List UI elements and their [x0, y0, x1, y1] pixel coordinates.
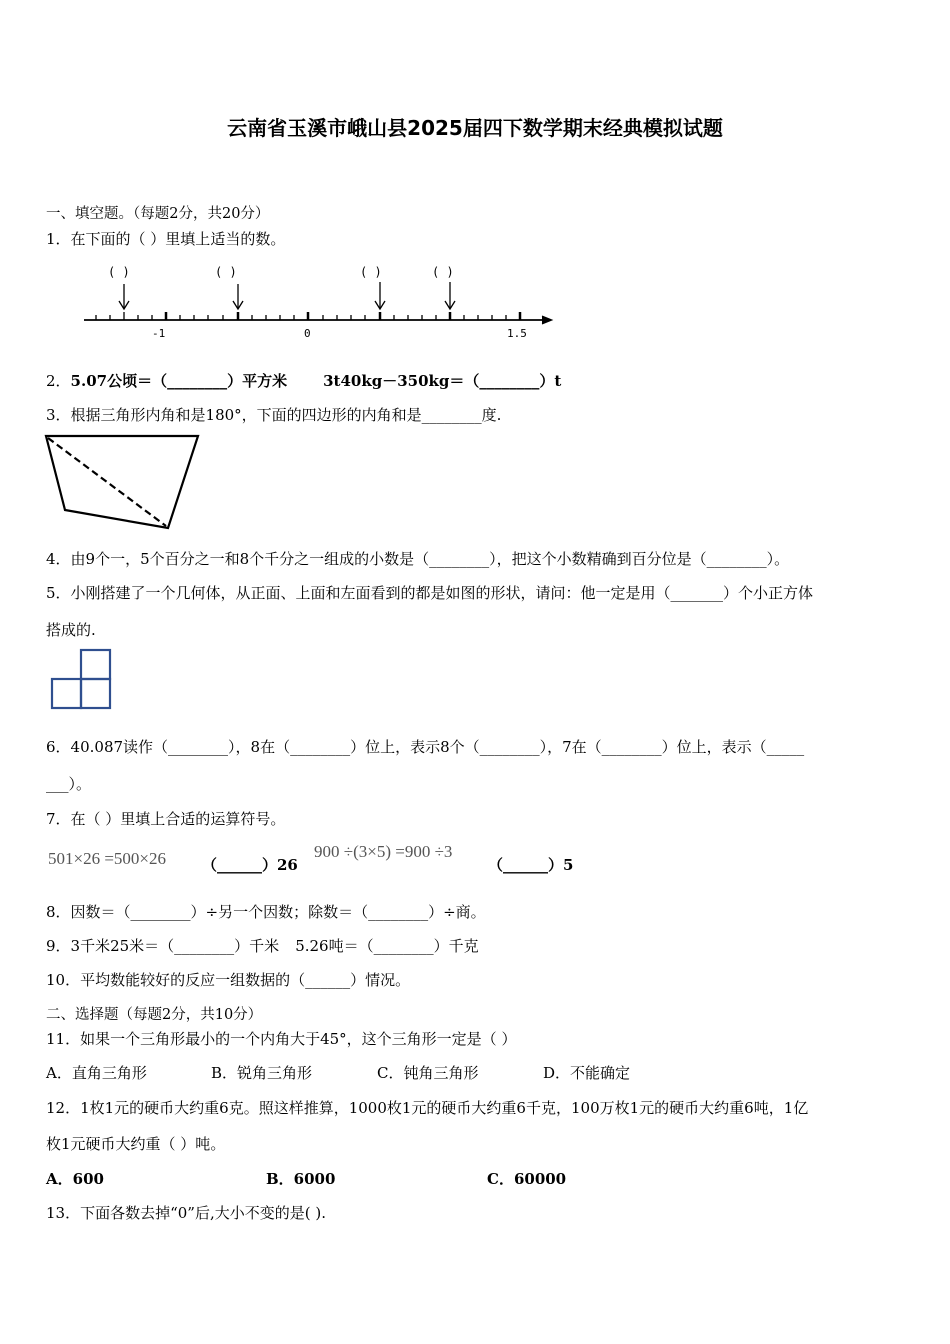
question-1: 1．在下面的（ ）里填上适当的数。	[46, 230, 286, 248]
question-2-part1: 5.07公顷＝（________）平方米	[70, 372, 288, 390]
blank-2: ( )	[215, 265, 237, 279]
blank-3: ( )	[360, 265, 382, 279]
question-6-line2: ___）。	[46, 775, 92, 793]
question-9	[46, 935, 479, 956]
q12-option-c[interactable]: C．60000	[487, 1170, 567, 1188]
question-2-number: 2．	[46, 372, 71, 390]
question-11: 11．如果一个三角形最小的一个内角大于45°，这个三角形一定是（ ）	[46, 1030, 517, 1048]
question-3: 3．根据三角形内角和是180°，下面的四边形的内角和是________度.	[46, 406, 502, 424]
question-6-line1: 6．40.087读作（________），8在（________）位上，表示8个（________），7在（________）位上，表示（_____	[46, 738, 805, 756]
question-10: 10．平均数能较好的反应一组数据的（______）情况。	[46, 971, 411, 989]
page-title: 云南省玉溪市峨山县2025届四下数学期末经典模拟试题	[227, 116, 723, 140]
blank-1: ( )	[108, 265, 130, 279]
q11-option-c[interactable]: C．钝角三角形	[377, 1064, 479, 1082]
tick-marks	[96, 312, 520, 320]
formula-2-blank: （______）5	[488, 856, 574, 874]
question-7: 7．在（ ）里填上合适的运算符号。	[46, 810, 286, 828]
tick-label-1-5: 1.5	[507, 327, 527, 340]
number-line-figure	[80, 262, 560, 344]
question-12-line2: 枚1元硬币大约重（ ）吨。	[46, 1135, 226, 1153]
question-2-part2: 3t40kg－350kg＝（________）t	[323, 372, 562, 390]
q11-option-d[interactable]: D．不能确定	[543, 1064, 631, 1082]
formula-1: 501×26 =500×26	[48, 849, 167, 868]
q12-option-b[interactable]: B．6000	[266, 1170, 336, 1188]
formula-2: 900 ÷(3×5) =900 ÷3	[314, 842, 453, 861]
question-2	[46, 370, 561, 391]
quadrilateral-figure	[40, 430, 210, 534]
question-9-part2: 5.26吨＝（________）千克	[295, 937, 479, 955]
dashed-diagonal	[48, 438, 166, 526]
section-fill-in: 一、填空题。（每题2分，共20分）	[46, 206, 270, 222]
q11-option-b[interactable]: B．锐角三角形	[211, 1064, 313, 1082]
formula-1-blank: （______）26	[202, 856, 298, 874]
q11-option-a[interactable]: A．直角三角形	[46, 1064, 147, 1082]
question-4: 4．由9个一，5个百分之一和8个千分之一组成的小数是（________），把这个小数精确到百分位是（________）。	[46, 550, 790, 568]
blank-4: ( )	[432, 265, 454, 279]
tick-label-0: 0	[304, 327, 311, 340]
cube-view-figure	[48, 647, 116, 713]
question-9-part1: 9．3千米25米＝（________）千米	[46, 937, 280, 955]
q12-option-a[interactable]: A．600	[46, 1170, 104, 1188]
question-12-line1: 12．1枚1元的硬币大约重6克。照这样推算，1000枚1元的硬币大约重6千克，100万枚1元的硬币大约重6吨，1亿	[46, 1099, 809, 1117]
question-13: 13．下面各数去掉“0”后,大小不变的是( ).	[46, 1204, 326, 1222]
down-arrows	[119, 282, 455, 309]
question-5-line1: 5．小刚搭建了一个几何体，从正面、上面和左面看到的都是如图的形状，请问：他一定是用（_______）个小正方体	[46, 584, 814, 602]
number-line	[84, 316, 552, 324]
question-8: 8．因数＝（________）÷另一个因数；除数＝（________）÷商。	[46, 903, 486, 921]
tick-label-neg1: -1	[152, 327, 166, 340]
section-multiple-choice: 二、选择题（每题2分，共10分）	[46, 1007, 263, 1023]
question-5-line2: 搭成的.	[46, 621, 96, 639]
